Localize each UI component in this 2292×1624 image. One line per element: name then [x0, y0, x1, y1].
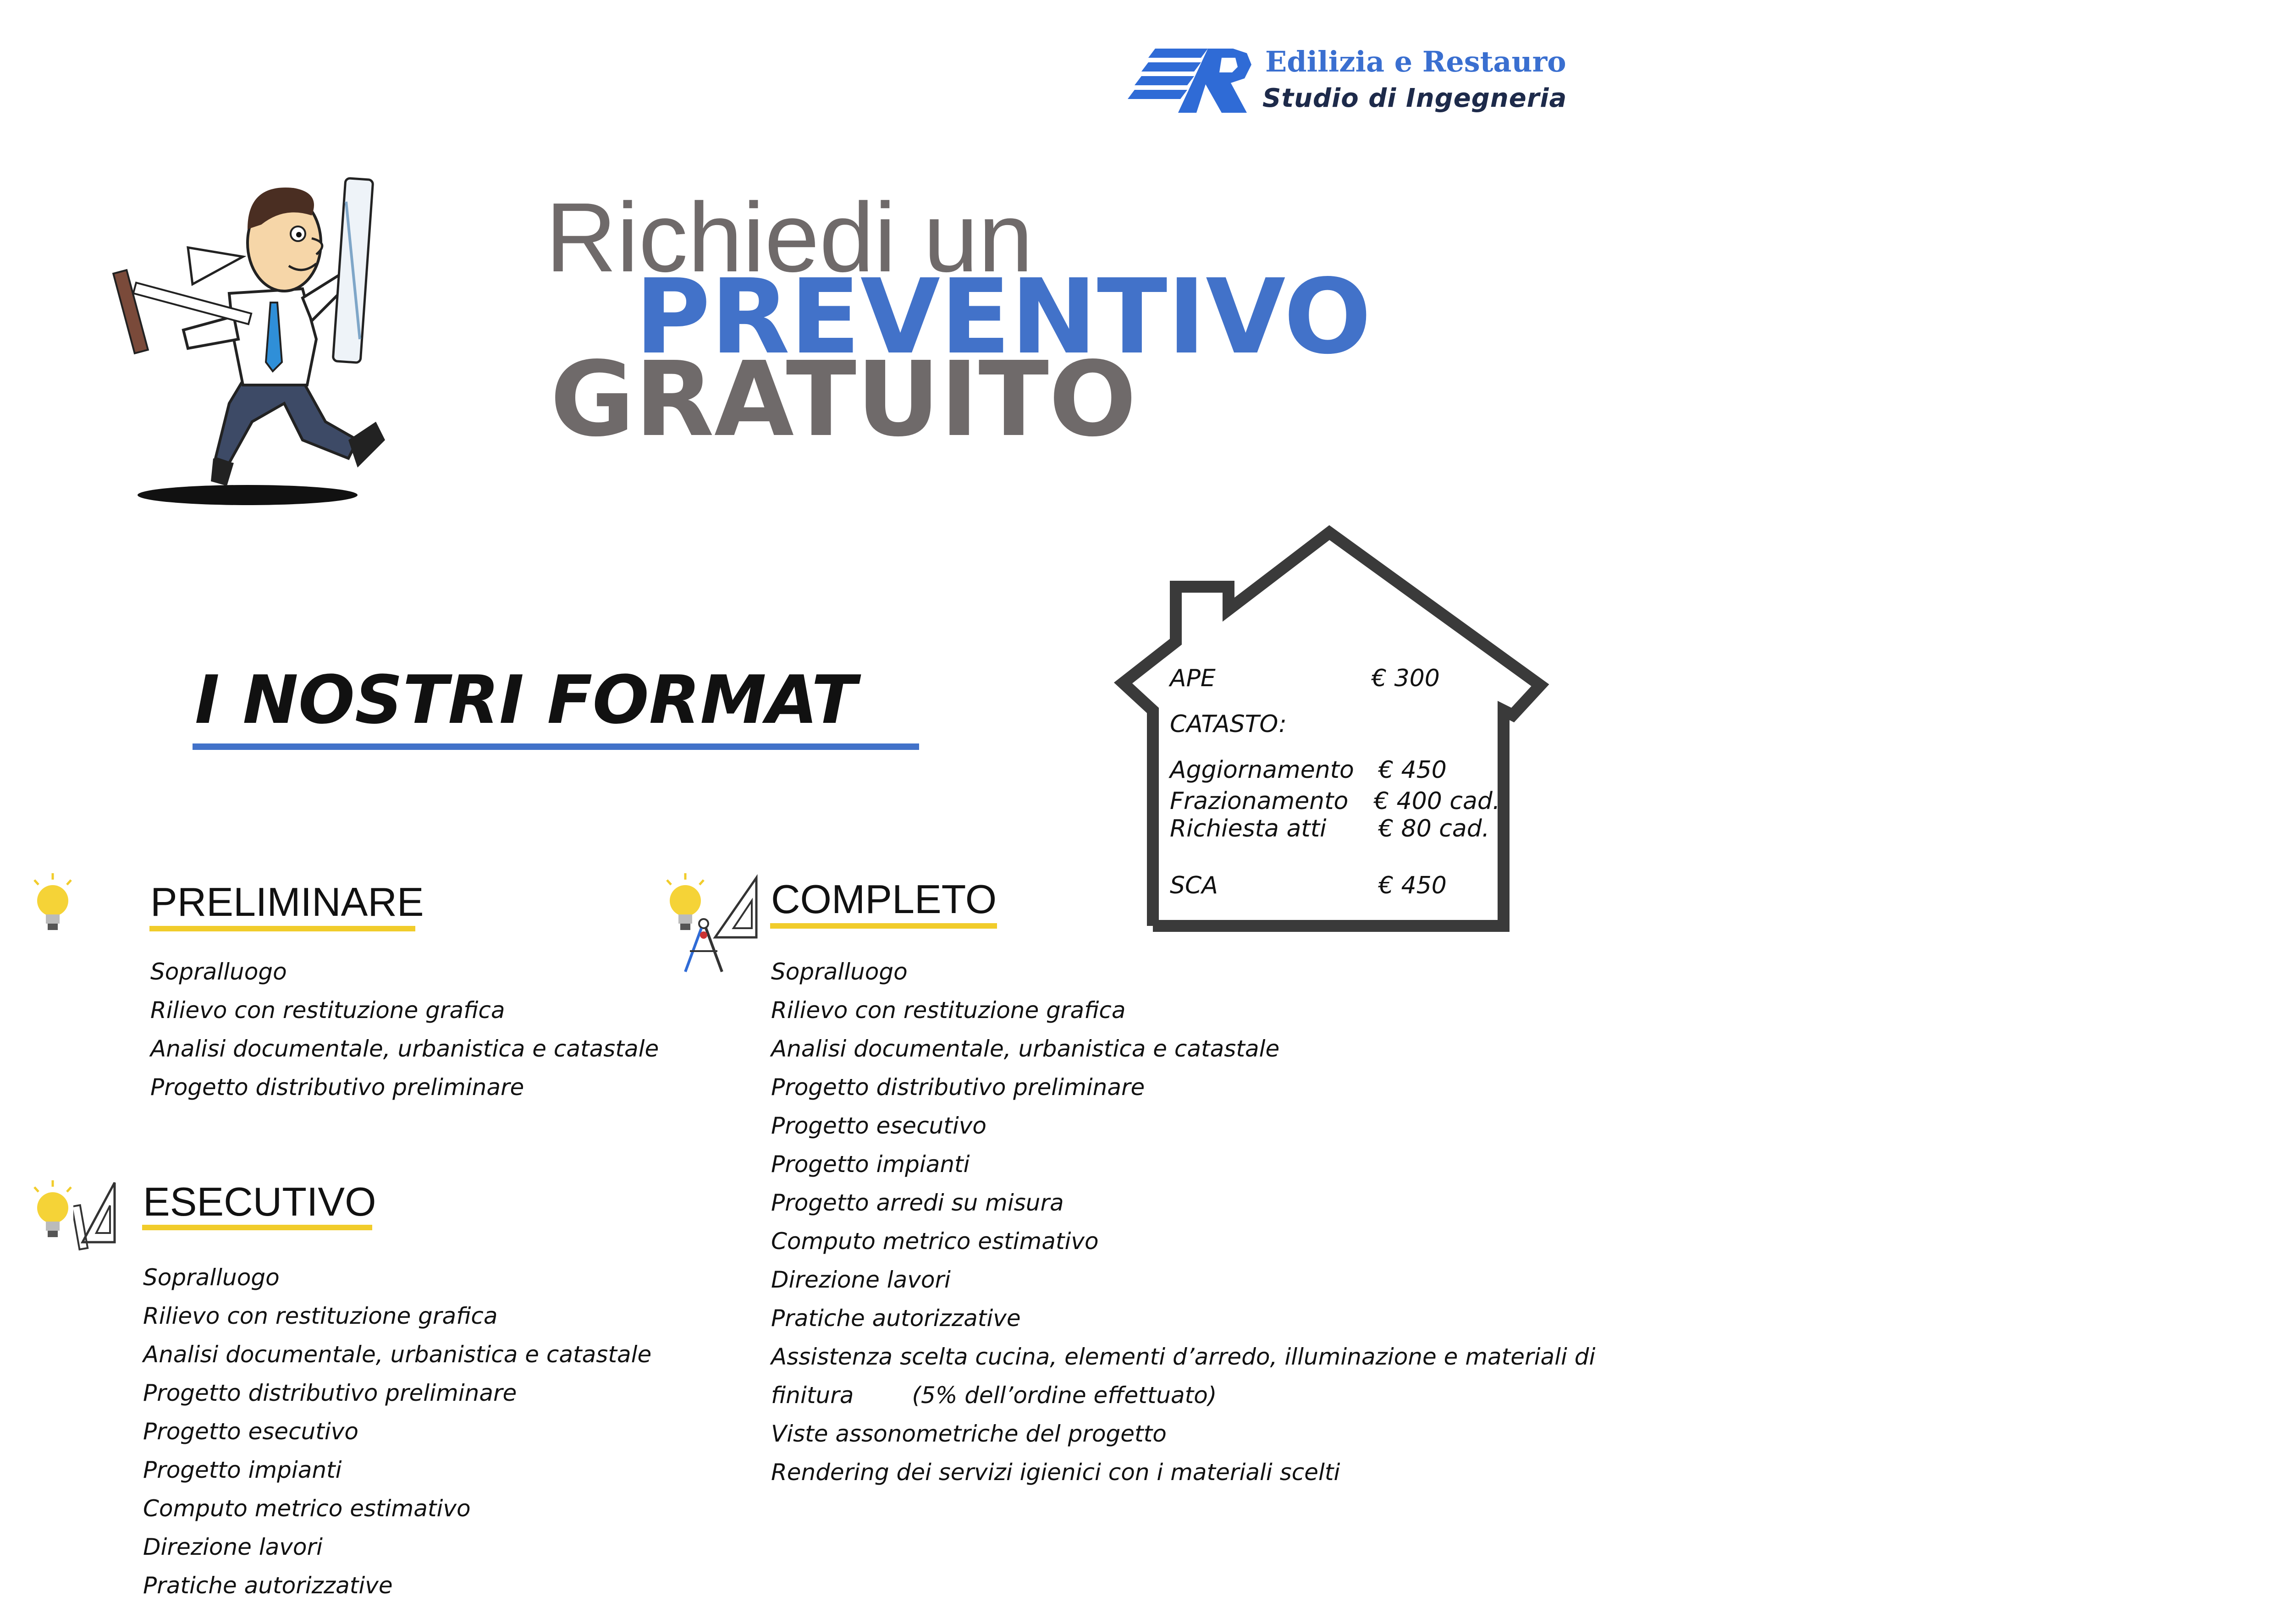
- list-item: Viste assonometriche del progetto: [771, 1420, 1167, 1447]
- house-outline-icon: [1100, 523, 1559, 944]
- list-item: Rendering dei servizi igienici con i materiali scelti: [771, 1459, 1340, 1486]
- price-label: Aggiornamento: [1170, 756, 1354, 784]
- price-label: SCA: [1170, 872, 1218, 899]
- price-label: Richiesta atti: [1170, 815, 1327, 842]
- list-item: Pratiche autorizzative: [771, 1305, 1021, 1332]
- headline-line1: Richiedi un: [545, 182, 1033, 292]
- list-item: Progetto impianti: [771, 1151, 970, 1178]
- list-item: Computo metrico estimativo: [143, 1495, 471, 1522]
- completo-title: COMPLETO: [771, 876, 997, 922]
- price-value: € 450: [1378, 872, 1447, 899]
- price-row-ape: [1170, 665, 1440, 692]
- price-label: Frazionamento: [1170, 787, 1349, 815]
- price-row-richiesta-atti: [1170, 815, 1490, 842]
- formats-underline: [193, 743, 919, 750]
- logo-subtitle: Studio di Ingegneria: [1262, 83, 1567, 113]
- price-row-sca: [1170, 872, 1447, 899]
- list-item: Rilievo con restituzione grafica: [143, 1303, 498, 1329]
- list-item: Sopralluogo: [771, 958, 908, 985]
- list-item: Progetto esecutivo: [771, 1112, 986, 1139]
- compass-icon: [678, 914, 729, 974]
- list-item: Rilievo con restituzione grafica: [771, 997, 1126, 1024]
- price-value: € 80 cad.: [1378, 815, 1490, 842]
- preliminare-underline: [149, 926, 415, 931]
- price-house: [1100, 523, 1559, 944]
- preliminare-title: PRELIMINARE: [150, 879, 424, 925]
- lightbulb-icon: [28, 1180, 78, 1244]
- price-row-aggiornamento: [1170, 756, 1447, 784]
- price-label: APE: [1170, 665, 1216, 692]
- list-item: Analisi documentale, urbanistica e catastale: [771, 1035, 1280, 1062]
- formats-title: I NOSTRI FORMAT: [195, 661, 857, 739]
- list-item: Progetto distributivo preliminare: [771, 1074, 1145, 1101]
- lightbulb-icon: [28, 873, 78, 937]
- headline-line2: PREVENTIVO: [635, 257, 1372, 377]
- list-item: Progetto distributivo preliminare: [143, 1380, 517, 1406]
- list-item: Progetto esecutivo: [143, 1418, 358, 1445]
- set-square-ruler-icon: [73, 1178, 124, 1251]
- list-item: Rilievo con restituzione grafica: [150, 997, 505, 1024]
- list-item: finitura (5% dell’ordine effettuato): [771, 1382, 1217, 1409]
- completo-list: [771, 952, 1595, 1492]
- list-item: Progetto distributivo preliminare: [150, 1074, 524, 1101]
- price-value: € 400 cad.: [1374, 787, 1500, 815]
- list-item: Direzione lavori: [771, 1266, 951, 1293]
- list-item: Sopralluogo: [150, 958, 287, 985]
- list-item: Computo metrico estimativo: [771, 1228, 1099, 1255]
- esecutivo-title: ESECUTIVO: [143, 1179, 376, 1224]
- completo-underline: [770, 923, 997, 929]
- company-logo: [1128, 44, 1567, 122]
- list-item: Progetto arredi su misura: [771, 1189, 1064, 1216]
- list-item: Direzione lavori: [143, 1534, 323, 1560]
- price-label: CATASTO:: [1170, 710, 1287, 738]
- running-engineer-illustration: [110, 165, 477, 513]
- preliminare-list: [150, 952, 659, 1107]
- logo-title: Edilizia e Restauro: [1265, 45, 1566, 78]
- list-item: Analisi documentale, urbanistica e catastale: [143, 1341, 652, 1368]
- price-row-frazionamento: [1170, 787, 1500, 815]
- list-item: Pratiche autorizzative: [143, 1572, 393, 1599]
- list-item: Sopralluogo: [143, 1264, 280, 1291]
- price-value: € 450: [1378, 756, 1447, 784]
- price-value: € 300: [1372, 665, 1440, 692]
- logo-mark-icon: [1128, 44, 1261, 122]
- esecutivo-underline: [142, 1225, 372, 1230]
- list-item: Progetto impianti: [143, 1457, 342, 1483]
- list-item: Assistenza scelta cucina, elementi d’arredo, illuminazione e materiali di: [771, 1343, 1596, 1370]
- headline-line3: GRATUITO: [550, 340, 1137, 460]
- esecutivo-list: [143, 1258, 651, 1605]
- list-item: Analisi documentale, urbanistica e catastale: [150, 1035, 659, 1062]
- price-row-catasto: [1170, 710, 1287, 738]
